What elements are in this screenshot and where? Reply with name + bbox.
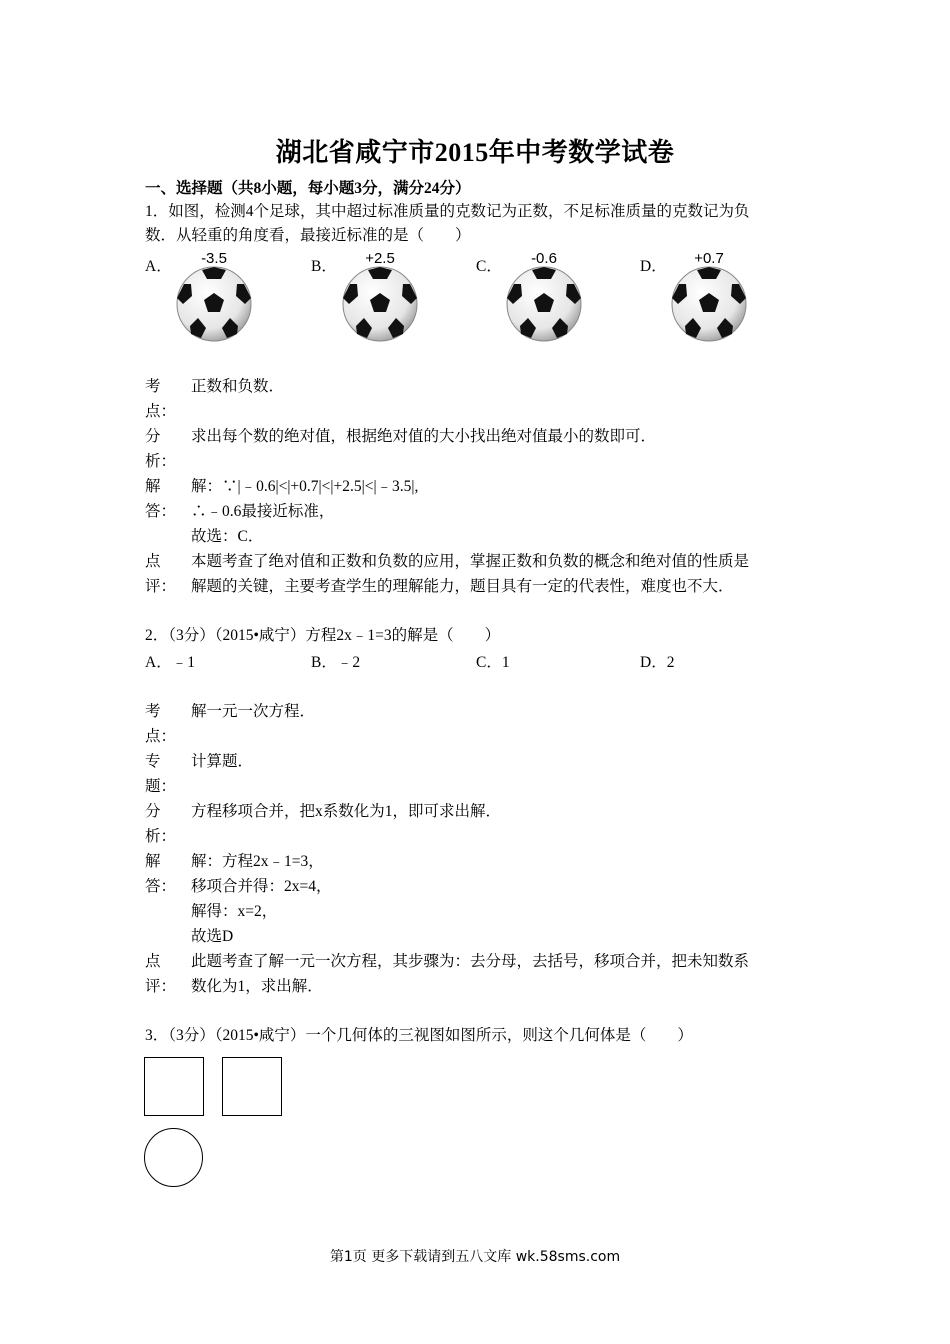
soccer-ball-d: [667, 250, 751, 346]
soccer-ball-icon: [506, 266, 582, 342]
front-view-square: [144, 1057, 204, 1116]
top-view-circle: [144, 1128, 203, 1187]
question-3-text: 3．（3分）（2015•咸宁）一个几何体的三视图如图所示，则这个几何体是（ ）: [145, 1027, 693, 1044]
ball-label-c: -0.6: [531, 250, 557, 267]
q1-option-d-letter: D．: [640, 258, 667, 275]
ball-label-d: +0.7: [694, 250, 724, 267]
ball-label-b: +2.5: [365, 250, 395, 267]
page-title: 湖北省咸宁市2015年中考数学试卷: [275, 138, 675, 167]
soccer-ball-c: [502, 250, 586, 346]
soccer-ball-icon: [176, 266, 252, 342]
question-1-text: 1．如图，检测4个足球，其中超过标准质量的克数记为正数，不足标准质量的克数记为负 数．从轻重的角度看，最接近标准的是（ ）: [145, 203, 750, 244]
soccer-ball-icon: [671, 266, 747, 342]
soccer-ball-b: [338, 250, 422, 346]
soccer-ball-a: [172, 250, 256, 346]
side-view-square: [222, 1057, 282, 1116]
q1-option-b-letter: B．: [311, 258, 337, 275]
q1-option-c-letter: C．: [476, 258, 502, 275]
question-2-text: 2．（3分）（2015•咸宁）方程2x﹣1=3的解是（ ）: [145, 627, 501, 644]
q2-option-b: B．﹣2: [311, 654, 361, 671]
page-footer: 第1页 更多下载请到五八文库 wk.58sms.com: [329, 1249, 621, 1265]
exam-page: 湖北省咸宁市2015年中考数学试卷 一、选择题（共8小题，每小题3分，满分24分） 1．如图，检测4个足球，其中超过标准质量的克数记为正数，不足标准质量的克数记为负 数．从轻重的角度看，最接近标准的是（ ） A． B． C． D． -3.5 +2.5 -0.6 +0.7 考 点： 正数和负数． 分 析： 求出每个数的绝对值，根据绝对值的大小找出绝对值最小的数即可． 解 答： 解：∵|﹣0.6|<|+0.7|<|+2.5|<|﹣3.5|, ∴﹣0.6最接近标准， 故选：C． 点 评： 本题考查了绝对值和正数和负数的应用，掌握正数和负数的概念和绝对值的性质是 解题的关键，主要考查学生的理解能力，题目具有一定的代表性，难度也不大． 2．（3分）（2015•咸宁）方程2x﹣1=3的解是（ ） A．﹣1 B．﹣2 C．1 D．2 考 点： 解一元一次方程． 专 题： 计算题． 分 析： 方程移项合并，把x系数化为1，即可求出解． 解 答： 解：方程2x﹣1=3， 移项合并得：2x=4， 解得：x=2， 故选D 点 评： 此题考查了解一元一次方程，其步骤为：去分母，去括号，移项合并，把未知数系 数化为1，求出解． 3．（3分）（2015•咸宁）一个几何体的三视图如图所示，则这个几何体是（ ） 第1页 更多下载请到五八文库 wk.58sms.com: [0, 0, 950, 1344]
q2-option-c: C．1: [476, 654, 510, 671]
q2-option-d: D．2: [640, 654, 675, 671]
q1-option-a-letter: A．: [145, 258, 172, 275]
soccer-ball-icon: [342, 266, 418, 342]
ball-label-a: -3.5: [201, 250, 227, 267]
q2-option-a: A．﹣1: [145, 654, 195, 671]
section-heading: 一、选择题（共8小题，每小题3分，满分24分）: [145, 180, 471, 197]
